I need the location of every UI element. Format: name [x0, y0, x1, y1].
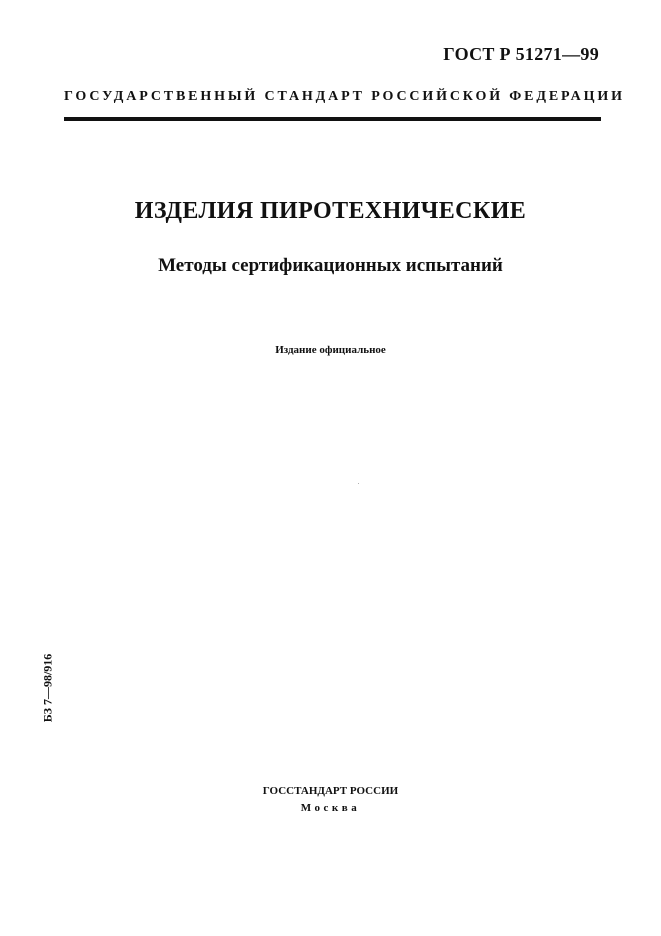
document-title: ИЗДЕЛИЯ ПИРОТЕХНИЧЕСКИЕ — [134, 198, 527, 224]
document-number: ГОСТ Р 51271—99 — [443, 44, 599, 64]
standard-banner: ГОСУДАРСТВЕННЫЙ СТАНДАРТ РОССИЙСКОЙ ФЕДЕРАЦИИ — [64, 89, 625, 104]
publisher: ГОССТАНДАРТ РОССИИ — [262, 785, 399, 797]
side-catalog-code: БЗ 7—98/916 — [40, 653, 55, 723]
header-rule — [64, 117, 601, 121]
edition-label: Издание официальное — [275, 344, 386, 356]
publication-city: Москва — [300, 802, 361, 814]
scan-speck — [358, 483, 359, 484]
document-subtitle: Методы сертификационных испытаний — [158, 255, 503, 276]
